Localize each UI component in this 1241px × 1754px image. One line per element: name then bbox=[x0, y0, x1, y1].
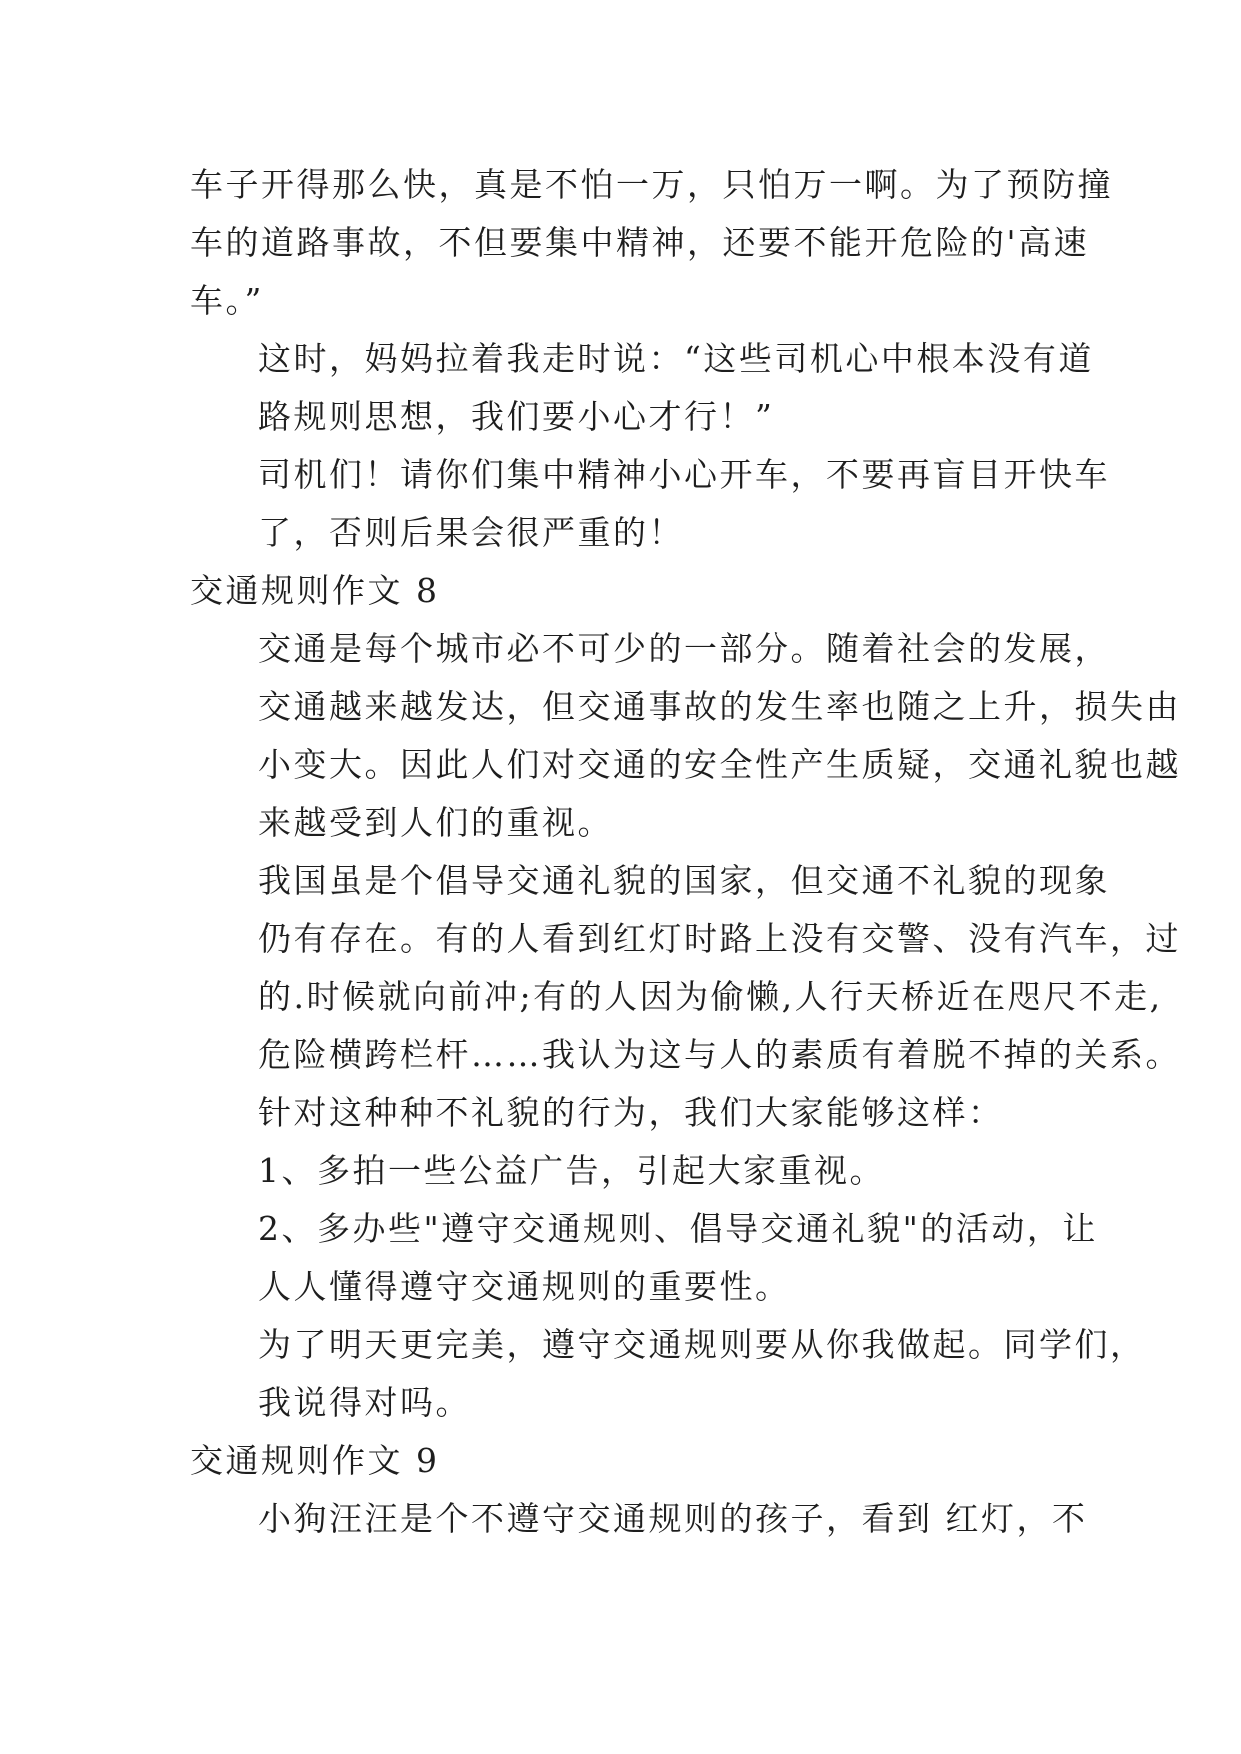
section-heading bbox=[190, 562, 1070, 620]
text-line: 仍有存在。有的人看到红灯时路上没有交警、没有汽车，过 bbox=[258, 919, 1181, 958]
text-line: 危险横跨栏杆……我认为这与人的素质有着脱不掉的关系。 bbox=[258, 1035, 1181, 1074]
text-line: 小狗汪汪是个不遵守交通规则的孩子，看到 红灯，不 bbox=[258, 1499, 1088, 1538]
text-line: 1、多拍一些公益广告，引起大家重视。 bbox=[258, 1151, 885, 1190]
text-line: 针对这种种不礼貌的行为，我们大家能够这样： bbox=[258, 1093, 1004, 1132]
paragraph bbox=[190, 1084, 1070, 1142]
section-heading bbox=[190, 1432, 1070, 1490]
document-body bbox=[190, 156, 1181, 1548]
paragraph bbox=[190, 330, 1094, 446]
text-line: 2、多办些"遵守交通规则、倡导交通礼貌"的活动，让 bbox=[258, 1209, 1098, 1248]
paragraph bbox=[190, 1490, 1088, 1548]
text-line: 的.时候就向前冲;有的人因为偷懒,人行天桥近在咫尺不走, bbox=[258, 977, 1163, 1016]
text-line: 交通越来越发达，但交通事故的发生率也随之上升，损失由 bbox=[258, 687, 1181, 726]
paragraph bbox=[190, 852, 1181, 1084]
text-line: 我国虽是个倡导交通礼貌的国家，但交通不礼貌的现象 bbox=[258, 861, 1110, 900]
text-line: 交通规则作文 8 bbox=[190, 571, 440, 610]
text-line: 车。” bbox=[190, 281, 264, 320]
paragraph bbox=[190, 1142, 1070, 1200]
text-line: 交通规则作文 9 bbox=[190, 1441, 440, 1480]
paragraph-continuation bbox=[190, 156, 1113, 330]
text-line: 为了明天更完美，遵守交通规则要从你我做起。同学们， bbox=[258, 1325, 1146, 1364]
text-line: 这时，妈妈拉着我走时说：“这些司机心中根本没有道 bbox=[258, 339, 1094, 378]
paragraph bbox=[190, 446, 1110, 562]
paragraph bbox=[190, 1316, 1146, 1432]
text-line: 车子开得那么快，真是不怕一万，只怕万一啊。为了预防撞 bbox=[190, 165, 1113, 204]
paragraph bbox=[190, 1200, 1098, 1316]
text-line: 路规则思想，我们要小心才行！” bbox=[258, 397, 775, 436]
text-line: 交通是每个城市必不可少的一部分。随着社会的发展， bbox=[258, 629, 1110, 668]
text-line: 车的道路事故，不但要集中精神，还要不能开危险的'高速 bbox=[190, 223, 1090, 262]
text-line: 人人懂得遵守交通规则的重要性。 bbox=[258, 1267, 791, 1306]
text-line: 司机们！请你们集中精神小心开车，不要再盲目开快车 bbox=[258, 455, 1110, 494]
text-line: 我说得对吗。 bbox=[258, 1383, 471, 1422]
text-line: 小变大。因此人们对交通的安全性产生质疑，交通礼貌也越 bbox=[258, 745, 1181, 784]
text-line: 来越受到人们的重视。 bbox=[258, 803, 613, 842]
paragraph bbox=[190, 620, 1181, 852]
text-line: 了，否则后果会很严重的！ bbox=[258, 513, 684, 552]
